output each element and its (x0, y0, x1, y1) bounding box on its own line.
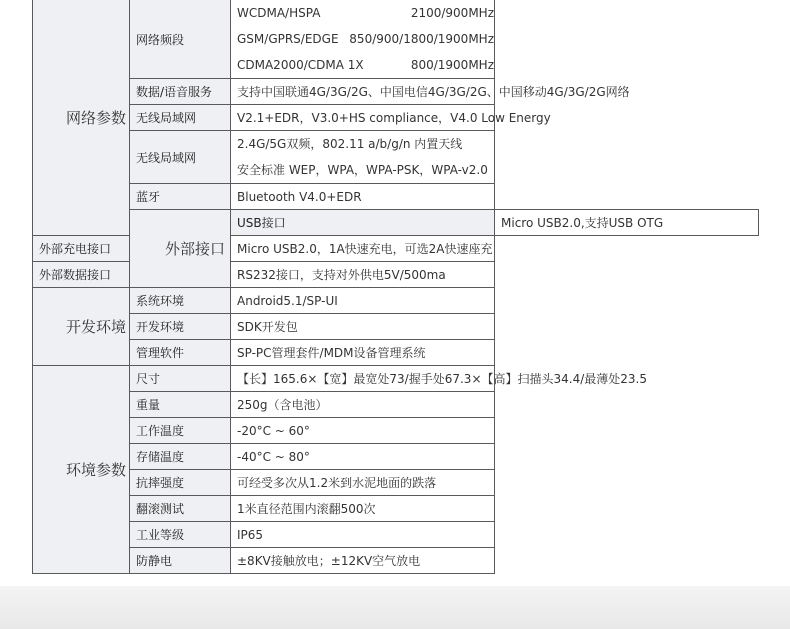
page-footer-band (0, 586, 790, 629)
row-label: 系统环境 (130, 288, 231, 314)
row-label: 管理软件 (130, 340, 231, 366)
row-value: V2.1+EDR，V3.0+HS compliance，V4.0 Low Energy (231, 105, 495, 131)
row-label: 抗摔强度 (130, 470, 231, 496)
row-value: IP65 (231, 522, 495, 548)
table-row (33, 418, 759, 444)
table-row (33, 392, 759, 418)
row-label: 防静电 (130, 548, 231, 574)
row-label: 翻滚测试 (130, 496, 231, 522)
band-line (237, 52, 494, 78)
row-value: Android5.1/SP-UI (231, 288, 495, 314)
row-value: SP-PC管理套件/MDM设备管理系统 (231, 340, 495, 366)
section-title-network (33, 0, 130, 236)
row-value: 1米直径范围内滚翻500次 (231, 496, 495, 522)
row-value: 支持中国联通4G/3G/2G、中国电信4G/3G/2G、中国移动4G/3G/2G网络 (231, 79, 495, 105)
table-row (33, 340, 759, 366)
table-row (33, 184, 759, 210)
row-value: RS232接口，支持对外供电5V/500ma (231, 262, 495, 288)
row-value: 【长】165.6×【宽】最宽处73/握手处67.3×【高】扫描头34.4/最薄处23.5 (231, 366, 495, 392)
wlan-line: 2.4G/5G双频，802.11 a/b/g/n 内置天线 (237, 137, 463, 151)
row-value (231, 0, 495, 79)
row-value: Micro USB2.0，1A快速充电，可选2A快速座充 (231, 236, 495, 262)
band-line (237, 0, 494, 26)
row-label: 尺寸 (130, 366, 231, 392)
table-row (33, 470, 759, 496)
row-value: 可经受多次从1.2米到水泥地面的跌落 (231, 470, 495, 496)
row-label: USB接口 (231, 210, 495, 236)
table-row (33, 105, 759, 131)
row-label: 网络频段 (130, 0, 231, 79)
wlan-line: 安全标准 WEP，WPA，WPA-PSK，WPA-v2.0 (237, 163, 488, 177)
row-label: 工作温度 (130, 418, 231, 444)
row-label: 蓝牙 (130, 184, 231, 210)
table-row (33, 444, 759, 470)
row-label: 存储温度 (130, 444, 231, 470)
section-title-env (33, 366, 130, 574)
row-value: SDK开发包 (231, 314, 495, 340)
band-freq: 850/900/1800/1900MHz (349, 32, 494, 46)
row-value (231, 131, 495, 184)
table-row (33, 366, 759, 392)
band-freq: 2100/900MHz (410, 6, 494, 20)
table-row (33, 0, 759, 79)
row-label: 无线局域网 (130, 131, 231, 184)
band-tech: CDMA2000/CDMA 1X (237, 58, 364, 72)
row-label: 工业等级 (130, 522, 231, 548)
row-value: Bluetooth V4.0+EDR (231, 184, 495, 210)
table-row (33, 314, 759, 340)
table-row (33, 288, 759, 314)
band-tech: WCDMA/HSPA (237, 6, 321, 20)
row-label: 外部数据接口 (33, 262, 130, 288)
section-title-text: 环境参数 (66, 460, 127, 479)
spec-table (32, 0, 759, 574)
section-title-text: 网络参数 (66, 108, 127, 127)
table-row (33, 548, 759, 574)
band-tech: GSM/GPRS/EDGE (237, 32, 339, 46)
row-label: 外部充电接口 (33, 236, 130, 262)
row-value: -20°C ~ 60° (231, 418, 495, 444)
section-title-text: 开发环境 (66, 317, 127, 336)
table-row (33, 522, 759, 548)
row-value: Micro USB2.0,支持USB OTG (495, 210, 759, 236)
band-freq: 800/1900MHz (410, 58, 494, 72)
table-row (33, 79, 759, 105)
row-value: 250g（含电池） (231, 392, 495, 418)
table-row (33, 131, 759, 184)
row-value: -40°C ~ 80° (231, 444, 495, 470)
table-row (33, 496, 759, 522)
row-label: 无线局域网 (130, 105, 231, 131)
row-label: 开发环境 (130, 314, 231, 340)
table-row (33, 210, 759, 236)
section-title-dev (33, 288, 130, 366)
band-line (237, 26, 494, 52)
section-title-ports (130, 210, 231, 288)
section-title-text: 外部接口 (165, 239, 226, 258)
row-label: 重量 (130, 392, 231, 418)
row-value: ±8KV接触放电；±12KV空气放电 (231, 548, 495, 574)
row-label: 数据/语音服务 (130, 79, 231, 105)
